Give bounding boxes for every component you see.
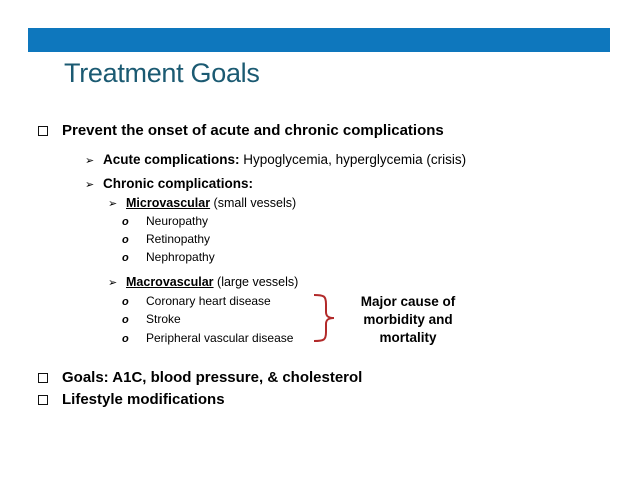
bullet-prevent: Prevent the onset of acute and chronic complications [38,122,444,139]
bullet-chronic: ➢ Chronic complications: [85,176,254,191]
circle-bullet-icon: o [122,252,129,264]
circle-bullet-icon: o [122,216,129,228]
arrow-bullet-icon: ➢ [85,179,95,191]
list-item: o Peripheral vascular disease [122,331,294,345]
header-bar [28,28,610,52]
bullet-microvascular: ➢ Microvascular (small vessels) [108,196,297,210]
circle-bullet-icon: o [122,234,129,246]
circle-bullet-icon: o [122,296,129,308]
list-item: o Stroke [122,312,181,326]
checkbox-bullet-icon [38,395,48,405]
list-item: o Nephropathy [122,250,215,264]
bullet-goals: Goals: A1C, blood pressure, & cholesterol [38,369,362,386]
checkbox-bullet-icon [38,126,48,136]
list-item: o Retinopathy [122,232,211,246]
bullet-acute: ➢ Acute complications: Hypoglycemia, hyperglycemia (crisis) [85,152,467,167]
slide-title: Treatment Goals [64,58,260,88]
arrow-bullet-icon: ➢ [108,198,118,210]
arrow-bullet-icon: ➢ [108,277,118,289]
list-item: o Neuropathy [122,214,209,228]
checkbox-bullet-icon [38,373,48,383]
circle-bullet-icon: o [122,333,129,345]
bullet-lifestyle: Lifestyle modifications [38,391,225,408]
arrow-bullet-icon: ➢ [85,155,95,167]
bullet-macrovascular: ➢ Macrovascular (large vessels) [108,275,299,289]
circle-bullet-icon: o [122,314,129,326]
curly-brace-icon [310,292,350,344]
list-item: o Coronary heart disease [122,294,271,308]
callout-text: Major cause of morbidity and mortality [360,294,456,345]
brace-path [314,295,334,341]
